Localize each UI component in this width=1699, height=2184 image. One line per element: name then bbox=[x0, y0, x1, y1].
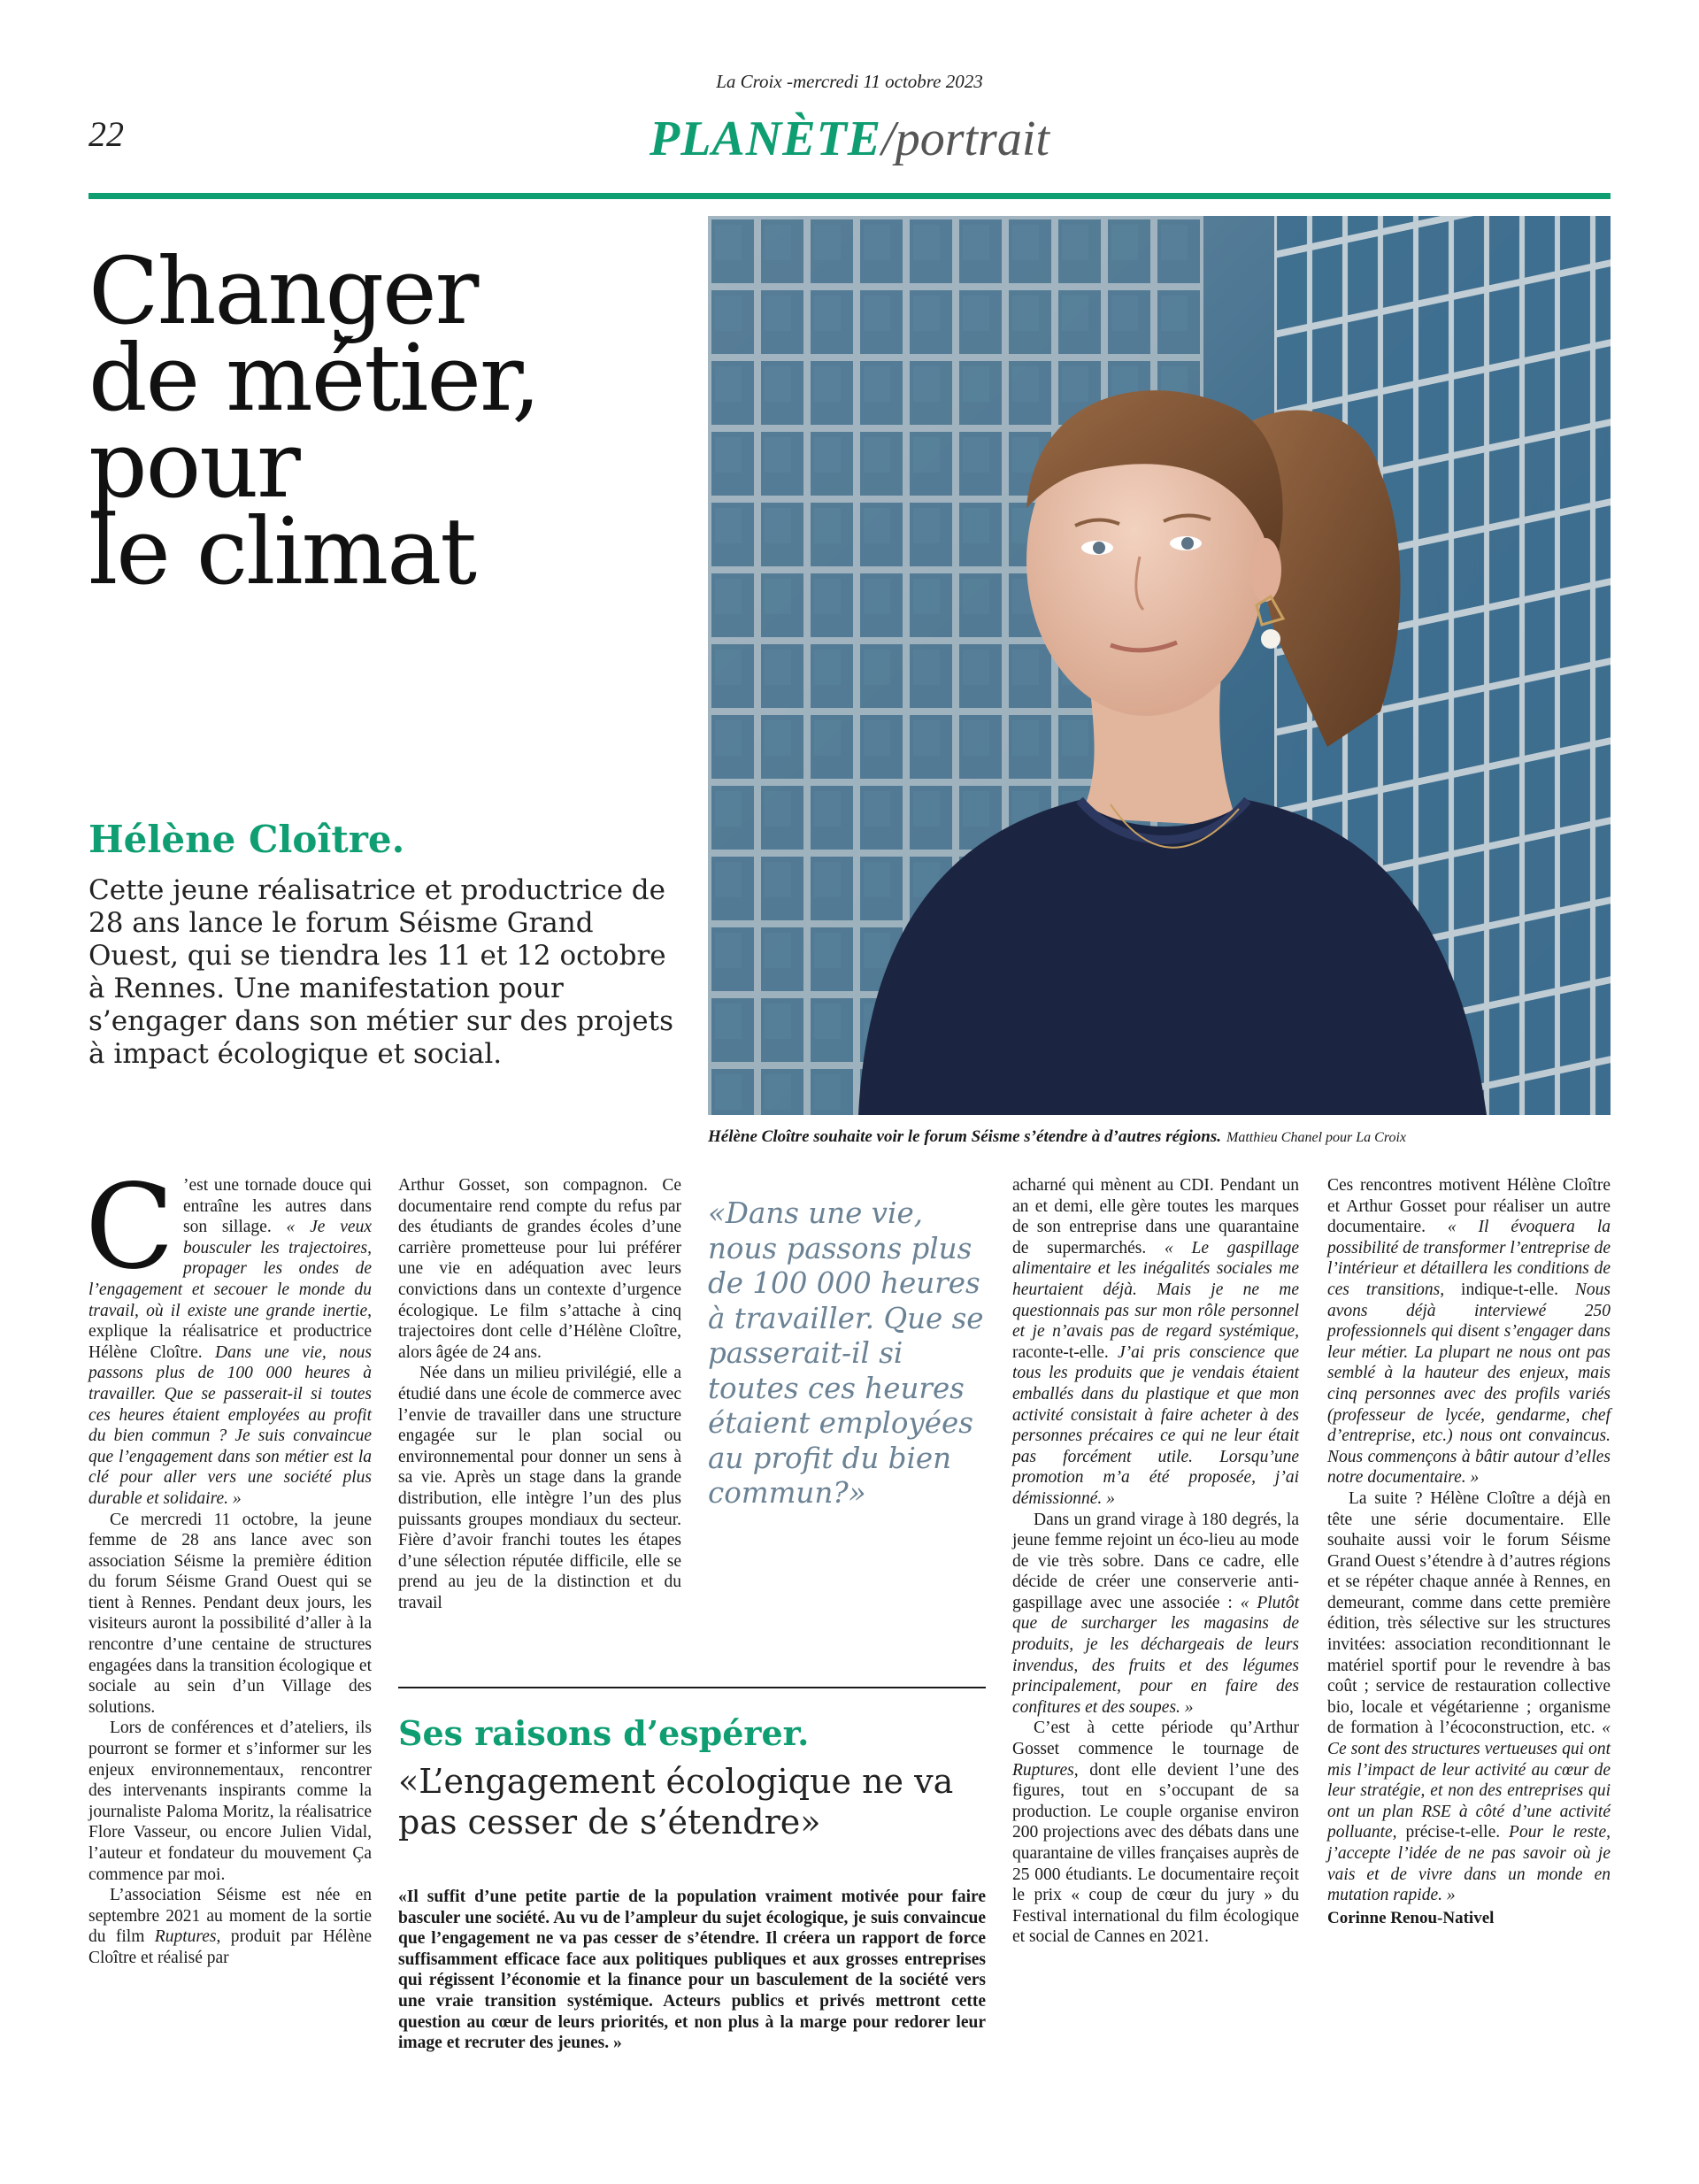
section-heading bbox=[0, 110, 1699, 167]
section-rule bbox=[88, 193, 1611, 199]
quote-text: Dans une vie, nous passons plus de 100 000 heures à travailler. Que se passerait-il si toutes ces heures étaient employées au profit du bien commun ? Je suis convaincue que l’engagement dans son métier est la clé pour aller vers une société plus durable et solidaire. » bbox=[88, 1342, 372, 1508]
drop-cap: C bbox=[85, 1159, 174, 1296]
quote-text: Pour le reste, j’accepte l’idée de ne pas savoir où je vais et de vivre dans un monde en mutation rapide. » bbox=[1327, 1823, 1611, 1905]
film-title: Ruptures bbox=[154, 1927, 217, 1947]
body-text: précise-t-elle. bbox=[1396, 1823, 1510, 1842]
body-text: explique la réalisatrice et productrice Hélène Cloître. bbox=[88, 1322, 372, 1362]
photo-credit: Matthieu Chanel pour La Croix bbox=[1226, 1130, 1406, 1145]
reasons-rule bbox=[398, 1687, 986, 1688]
body-paragraph bbox=[1327, 1175, 1611, 1488]
quote-text: Nous avons déjà interviewé 250 professionnels qui disent s’engager dans leur métier. La plupart ne nous ont pas semblé à la hauteur des enjeux, mais cinq personnes avec des profils variés (professeur de lycée, gendarme, chef d’entreprise, etc.) nous ont convaincus. Nous commençons à bâtir autour d’elles notre documentaire. » bbox=[1327, 1280, 1611, 1488]
headline-line: pour bbox=[88, 411, 299, 519]
quote-text: « Le gaspillage alimentaire et les inégalités sociales me heurtaient déjà. Mais je ne me questionnais pas sur mon rôle personnel et je n’avais pas de regard systémique, bbox=[1012, 1238, 1300, 1342]
reasons-body: «Il suffit d’une petite partie de la population vraiment motivée pour faire basculer une société. Au vu de l’ampleur du sujet écologique, je suis convaincue que l’engagement ne va pas cesser de s’étendre. Il créera un rapport de force suffisamment efficace face aux politiques publiques et aux grosses entreprises qui régissent l’économie et la finance pour un basculement de la société vers une vraie transition systémique. Acteurs publics et privés mettront cette question au cœur de leurs priorités, et non plus à la marge pour redorer leur image et recruter des jeunes. » bbox=[398, 1888, 986, 2053]
body-text: L’association Séisme est née en septembre 2021 au moment de la sortie du film bbox=[88, 1886, 372, 1947]
body-paragraph bbox=[1012, 1175, 1299, 1510]
dateline: La Croix -mercredi 11 octobre 2023 bbox=[716, 71, 983, 92]
body-text: ’est une tornade douce qui entraîne les autres dans son sillage. bbox=[183, 1176, 372, 1237]
body-column-4 bbox=[1327, 1175, 1611, 1928]
body-paragraph: Lors de conférences et d’ateliers, ils pourront se former et s’informer sur les enjeux environnementaux, rencontrer des intervenants inspirants comme la journaliste Paloma Moritz, la réalisatrice Flore Vasseur, ou encore Julien Vidal, l’auteur et fondateur du mouvement Ça commence par moi. bbox=[88, 1719, 372, 1884]
body-column-1 bbox=[85, 1159, 372, 1969]
body-paragraph bbox=[1012, 1510, 1299, 1719]
body-paragraph bbox=[1012, 1718, 1299, 1948]
quote-text: « Je veux bousculer les trajectoires, propager les ondes de l’engagement et secouer le monde du travail, où il existe une grande inertie, bbox=[88, 1218, 372, 1320]
reasons-quote: «L’engagement écologique ne va pas cesser de s’étendre» bbox=[398, 1762, 954, 1842]
body-text: C’est à cette période qu’Arthur Gosset commence le tournage de bbox=[1012, 1719, 1299, 1759]
body-column-3 bbox=[1012, 1175, 1299, 1948]
headline-line: le climat bbox=[88, 497, 476, 605]
page-number: 22 bbox=[88, 114, 124, 154]
headline-line: Changer bbox=[88, 237, 478, 345]
body-paragraph bbox=[88, 1885, 372, 1968]
body-text: , dont elle devient l’une des figures, tout en s’occupant de sa production. Le couple organise environ 200 projections avec des débats dans une quarantaine de villes françaises auprès de 25 000 étudiants. Le documentaire reçoit le prix « coup de cœur du jury » du Festival international du film écologique et social de Cannes en 2021. bbox=[1012, 1760, 1299, 1947]
standfirst: Cette jeune réalisatrice et productrice de 28 ans lance le forum Séisme Grand Ouest, qui se tiendra les 11 et 12 octobre à Rennes. Une manifestation pour s’engager dans son métier sur des projets à impact écologique et social. bbox=[88, 874, 673, 1070]
quote-text: « Ce sont des structures vertueuses qui ont mis l’impact de leur activité au cœur de leur stratégie, et non des entreprises qui ont un plan RSE à côté d’une activité polluante, bbox=[1327, 1719, 1611, 1842]
film-title: Ruptures bbox=[1012, 1760, 1074, 1780]
body-paragraph bbox=[1327, 1488, 1611, 1906]
body-text: raconte-t-elle. bbox=[1012, 1342, 1119, 1362]
body-text: indique-t-elle. bbox=[1444, 1280, 1575, 1299]
body-paragraph: Ce mercredi 11 octobre, la jeune femme de 28 ans lance avec son association Séisme la première édition du forum Séisme Grand Ouest qui se tient à Rennes. Pendant deux jours, les visiteurs auront la possibilité d’aller à la rencontre d’une centaine de structures engagées dans la transition écologique et sociale au sein d’un Village des solutions. bbox=[88, 1510, 372, 1717]
body-text: Dans un grand virage à 180 degrés, la jeune femme rejoint un éco-lieu au mode de vie très sobre. Dans ce cadre, elle décide de créer une conserverie anti-gaspillage avec une associée : bbox=[1012, 1510, 1299, 1612]
subject-name: Hélène Cloître. bbox=[88, 818, 405, 861]
body-text: La suite ? Hélène Cloître a déjà en tête une série documentaire. Elle souhaite aussi voir le forum Séisme Grand Ouest s’étendre à d’autres régions et se répéter chaque année à Rennes, en demeurant, comme dans cette première édition, très sélective sur les structures invitées: association reconditionnant le matériel sportif pour le revendre à bas coût ; service de restauration collective bio, locale et végétarienne ; organisme de formation à l’écoconstruction, etc. bbox=[1327, 1488, 1611, 1738]
body-text: Ces rencontres motivent Hélène Cloître et Arthur Gosset pour réaliser un autre documentaire. bbox=[1327, 1176, 1611, 1237]
quote-text: J’ai pris conscience que tous les produits que je vendais étaient emballés dans du plastique et que mon activité consistait à faire acheter à des personnes précaires ce qui ne leur était pas forcément utile. Lorsqu’une promotion m’a été proposée, j’ai démissionné. » bbox=[1012, 1342, 1299, 1508]
body-paragraph bbox=[85, 1159, 372, 1510]
body-text: acharné qui mènent au CDI. Pendant un an et demi, elle gère toutes les marques de son entreprise dans une quarantaine de supermarchés. bbox=[1012, 1176, 1299, 1257]
headline bbox=[88, 237, 655, 605]
portrait-photo bbox=[708, 216, 1611, 1115]
section-name: PLANÈTE bbox=[650, 112, 882, 166]
photo-caption bbox=[708, 1127, 1611, 1147]
reasons-title: Ses raisons d’espérer. bbox=[398, 1713, 810, 1753]
portrait-photo-illustration bbox=[708, 216, 1611, 1115]
author-byline: Corinne Renou-Nativel bbox=[1327, 1908, 1495, 1927]
quote-text: « Plutôt que de surcharger les magasins de produits, je les déchargeais de leurs invendus, des fruits et des légumes principalement, pour en faire des confitures et des soupes. » bbox=[1012, 1593, 1299, 1717]
headline-line: de métier, bbox=[88, 324, 540, 432]
body-text: , produit par Hélène Cloître et réalisé par bbox=[88, 1927, 372, 1967]
body-paragraph: Née dans un milieu privilégié, elle a étudié dans une école de commerce avec l’envie de travailler dans une structure engagée sur le plan social ou environnemental pour donner un sens à sa vie. Après un stage dans la grande distribution, elle intègre l’un des plus puissants groupes mondiaux du secteur. Fière d’avoir franchi toutes les étapes d’une sélection réputée difficile, elle se prend au jeu de la distinction et du travail bbox=[398, 1364, 681, 1612]
body-column-2 bbox=[398, 1175, 681, 1613]
section-subtitle: /portrait bbox=[881, 112, 1049, 166]
body-paragraph: Arthur Gosset, son compagnon. Ce documentaire rend compte du refus par des étudiants de grandes écoles d’une carrière prometteuse pour lui préférer une vie en adéquation avec leurs convictions dans un contexte d’urgence écologique. Le film s’attache à cinq trajectoires dont celle d’Hélène Cloître, alors âgée de 24 ans. bbox=[398, 1176, 681, 1362]
caption-text: Hélène Cloître souhaite voir le forum Séisme s’étendre à d’autres régions. bbox=[708, 1127, 1222, 1146]
quote-text: « Il évoquera la possibilité de transformer l’entreprise de l’intérieur et détaillera les conditions de ces transitions, bbox=[1327, 1218, 1611, 1299]
pull-quote: «Dans une vie, nous passons plus de 100 000 heures à travailler. Que se passerait-il si toutes ces heures étaient employées au profit du bien commun?» bbox=[708, 1196, 984, 1510]
